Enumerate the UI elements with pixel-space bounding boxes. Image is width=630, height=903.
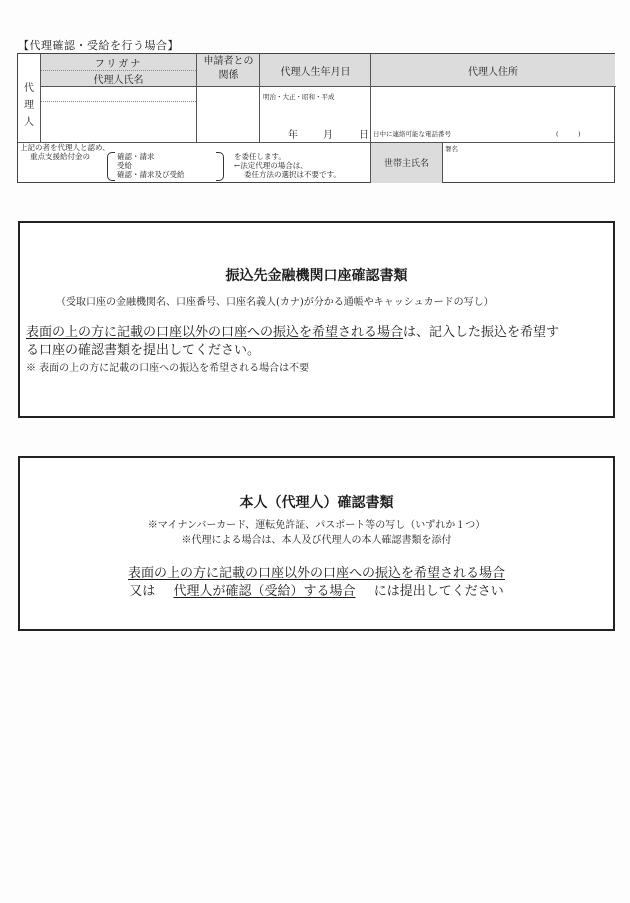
id-box-note1: ※マイナンバーカード、運転免許証、パスポート等の写し（いずれか１つ） — [147, 520, 486, 531]
bank-box-instruction-line1 — [26, 321, 559, 340]
furigana-input[interactable] — [41, 87, 196, 101]
proxy-table — [17, 53, 615, 183]
bank-box-condition: 表面の上の方に記載の口座以外の口座への振込を希望される場合 — [26, 325, 404, 340]
row-label-char: 代 — [24, 82, 34, 94]
id-box-title: 本人（代理人）確認書類 — [239, 495, 394, 511]
proxy-name-input[interactable] — [41, 102, 196, 142]
signature-label: 署名 — [445, 145, 458, 153]
birth-year-unit: 年 — [288, 130, 298, 141]
birth-month-unit: 月 — [323, 130, 333, 141]
id-box-condition2-prefix: 又は — [129, 584, 156, 599]
id-box-condition2-suffix: には提出してください — [373, 584, 504, 599]
id-box-condition2-line — [20, 580, 613, 599]
address-input[interactable] — [371, 87, 615, 125]
address-header: 代理人住所 — [468, 66, 518, 78]
delegation-option-receive[interactable]: 受給 — [117, 161, 132, 170]
delegation-prefix: 重点支援給付金の — [30, 152, 90, 161]
id-box-condition1-line — [20, 562, 613, 581]
bank-box-title: 振込先金融機関口座確認書類 — [225, 268, 408, 284]
relationship-header-line1: 申請者との — [203, 56, 254, 67]
relationship-header-line2: 関係 — [218, 70, 239, 81]
row-label-char: 人 — [24, 116, 34, 128]
phone-input[interactable]: ( ) — [556, 130, 581, 138]
section-heading: 【代理確認・受給を行う場合】 — [18, 39, 179, 52]
householder-label: 世帯主氏名 — [383, 159, 429, 169]
birth-day-unit: 日 — [359, 130, 369, 141]
delegation-option-both[interactable]: 確認・請求及び受給 — [117, 170, 185, 179]
bracket-left — [107, 152, 115, 181]
proxy-name-header: 代理人氏名 — [93, 74, 144, 86]
birthdate-eras[interactable]: 明治・大正・昭和・平成 — [263, 93, 335, 101]
bank-account-doc-box — [18, 221, 615, 418]
delegation-suffix-2: ←法定代理の場合は、 — [234, 161, 308, 170]
signature-input[interactable] — [443, 143, 615, 183]
id-box-condition1: 表面の上の方に記載の口座以外の口座への振込を希望される場合 — [127, 566, 505, 581]
delegation-suffix-1: を委任します。 — [234, 152, 286, 161]
relationship-input[interactable] — [197, 87, 259, 142]
delegation-suffix-3: 委任方法の選択は不要です。 — [244, 170, 341, 179]
delegation-option-confirm-claim[interactable]: 確認・請求 — [117, 152, 155, 161]
bank-box-note: ※ 表面の上の方に記載の口座への振込を希望される場合は不要 — [26, 363, 310, 374]
delegation-line1: 上記の者を代理人と認め、 — [20, 143, 110, 152]
id-doc-box — [18, 456, 615, 631]
birthdate-header: 代理人生年月日 — [280, 66, 351, 78]
bank-box-instruction-line2: る口座の確認書類を提出してください。 — [26, 343, 261, 358]
id-box-note2: ※代理による場合は、本人及び代理人の本人確認書類を添付 — [181, 535, 452, 546]
bank-box-instruction-rest: は、記入した振込を希望す — [403, 325, 560, 340]
relationship-header — [197, 55, 260, 86]
bracket-right — [216, 152, 224, 181]
id-box-condition2: 代理人が確認（受給）する場合 — [173, 584, 356, 599]
bank-box-subtitle: （受取口座の金融機関名、口座番号、口座名義人(カナ)が分かる通帳やキャッシュカードの写し） — [56, 297, 494, 308]
proxy-row-label — [18, 54, 40, 142]
furigana-header: フリガナ — [94, 58, 143, 70]
phone-label: 日中に連絡可能な電話番号 — [373, 130, 451, 138]
row-label-char: 理 — [24, 99, 34, 111]
